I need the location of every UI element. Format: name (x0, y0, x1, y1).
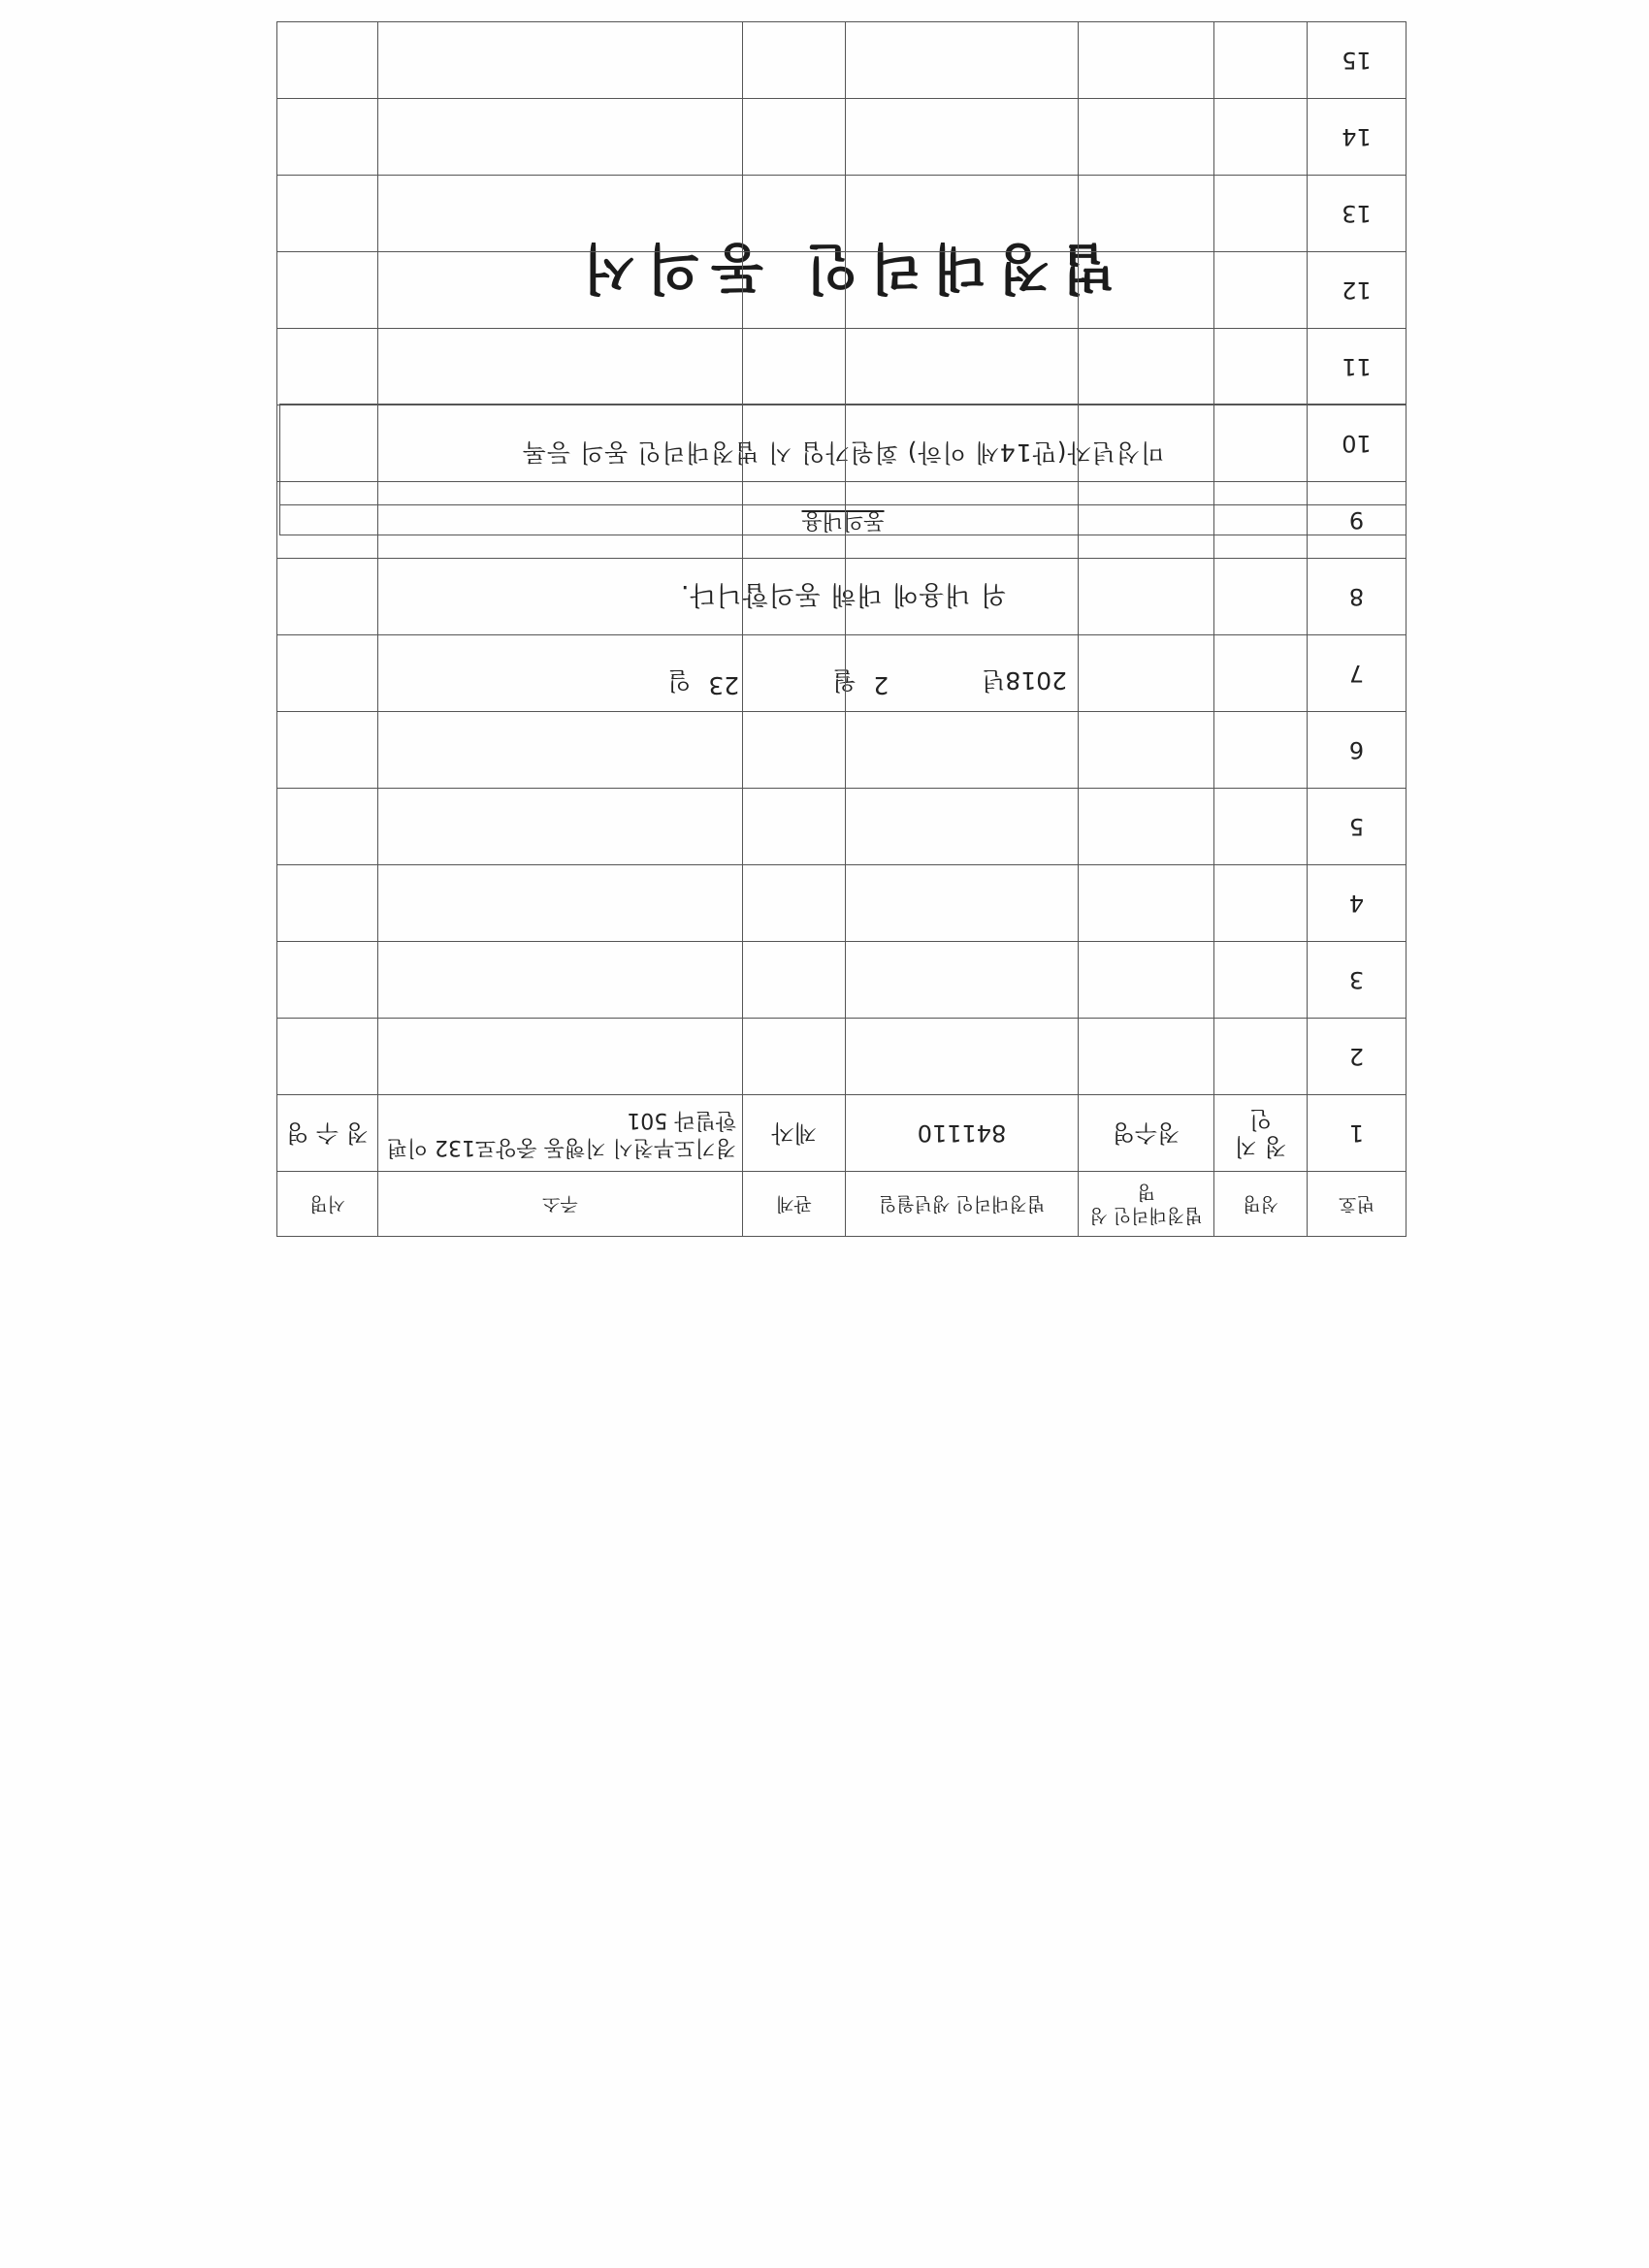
cell-name (1214, 559, 1308, 635)
cell-relation (743, 99, 846, 176)
cell-guardian-name (1079, 482, 1214, 559)
cell-address (378, 712, 743, 789)
cell-name (1214, 942, 1308, 1019)
header-signature: 서명 (277, 1172, 378, 1237)
cell-address (378, 865, 743, 942)
table-row (277, 176, 1406, 252)
table-row (277, 1019, 1406, 1095)
cell-guardian-name (1079, 252, 1214, 329)
cell-address (378, 22, 743, 99)
cell-name (1214, 329, 1308, 405)
cell-guardian-name (1079, 405, 1214, 482)
cell-relation (743, 789, 846, 865)
cell-address (378, 405, 743, 482)
cell-number: 8 (1308, 559, 1406, 635)
cell-relation (743, 1019, 846, 1095)
cell-guardian-name (1079, 712, 1214, 789)
agree-sentence: 위 내용에 대해 동의합니다. (679, 579, 1007, 609)
cell-name (1214, 865, 1308, 942)
cell-relation (743, 712, 846, 789)
header-relation: 관계 (743, 1172, 846, 1237)
cell-relation (743, 252, 846, 329)
header-guardian-name: 법정대리인 성명 (1079, 1172, 1214, 1237)
cell-guardian-birth (846, 99, 1079, 176)
cell-guardian-birth (846, 405, 1079, 482)
cell-name (1214, 1019, 1308, 1095)
cell-address (378, 482, 743, 559)
table-row (277, 252, 1406, 329)
cell-number: 14 (1308, 99, 1406, 176)
cell-number: 1 (1308, 1095, 1406, 1172)
cell-name (1214, 789, 1308, 865)
consent-content: 미성년자(만14세 이하) 회원가입 시 법정대리인 동의 등록 (521, 438, 1165, 467)
cell-number: 4 (1308, 865, 1406, 942)
cell-guardian-name (1079, 942, 1214, 1019)
cell-name (1214, 712, 1308, 789)
cell-signature (277, 789, 378, 865)
cell-guardian-name (1079, 559, 1214, 635)
cell-name (1214, 482, 1308, 559)
cell-guardian-name (1079, 789, 1214, 865)
cell-signature (277, 712, 378, 789)
cell-relation (743, 22, 846, 99)
date-month-unit: 월 (832, 666, 857, 695)
cell-address (378, 99, 743, 176)
cell-signature (277, 22, 378, 99)
cell-name (1214, 22, 1308, 99)
table-row (277, 865, 1406, 942)
cell-guardian-birth (846, 1019, 1079, 1095)
cell-guardian-birth (846, 942, 1079, 1019)
cell-number: 3 (1308, 942, 1406, 1019)
cell-relation (743, 329, 846, 405)
cell-number: 6 (1308, 712, 1406, 789)
cell-signature (277, 559, 378, 635)
cell-relation (743, 176, 846, 252)
cell-relation: 제자 (743, 1095, 846, 1172)
cell-guardian-birth (846, 712, 1079, 789)
cell-address (378, 635, 743, 712)
signer-table-body (277, 22, 1406, 1172)
cell-address (378, 252, 743, 329)
header-guardian-birth: 법정대리인 생년월일 (846, 1172, 1079, 1237)
date-year: 2018년 (982, 666, 1067, 695)
cell-guardian-name (1079, 22, 1214, 99)
cell-guardian-name: 정수영 (1079, 1095, 1214, 1172)
cell-number: 2 (1308, 1019, 1406, 1095)
consent-label: 동의내용 (280, 504, 1406, 535)
cell-name (1214, 405, 1308, 482)
cell-guardian-name (1079, 329, 1214, 405)
cell-number: 5 (1308, 789, 1406, 865)
cell-guardian-birth (846, 176, 1079, 252)
cell-relation (743, 865, 846, 942)
table-row (277, 942, 1406, 1019)
cell-guardian-name (1079, 99, 1214, 176)
table-row (277, 482, 1406, 559)
table-row (277, 1095, 1406, 1172)
header-number: 번호 (1308, 1172, 1406, 1237)
cell-number: 9 (1308, 482, 1406, 559)
cell-number: 12 (1308, 252, 1406, 329)
cell-relation (743, 405, 846, 482)
cell-signature (277, 405, 378, 482)
header-address: 주소 (378, 1172, 743, 1237)
cell-signature (277, 865, 378, 942)
cell-number: 15 (1308, 22, 1406, 99)
date-month: 2 (873, 671, 889, 699)
cell-guardian-birth (846, 482, 1079, 559)
cell-signature (277, 252, 378, 329)
header-name: 성명 (1214, 1172, 1308, 1237)
cell-number: 11 (1308, 329, 1406, 405)
cell-name (1214, 176, 1308, 252)
signer-table (276, 21, 1406, 1237)
cell-guardian-name (1079, 1019, 1214, 1095)
cell-signature: 정 수 영 (277, 1095, 378, 1172)
cell-signature (277, 635, 378, 712)
cell-name (1214, 99, 1308, 176)
cell-guardian-name (1079, 865, 1214, 942)
cell-signature (277, 329, 378, 405)
cell-address (378, 942, 743, 1019)
cell-name: 정 지 인 (1214, 1095, 1308, 1172)
cell-address: 경기도부천시 지행동 중앙로132 이편한빌라 501 (378, 1095, 743, 1172)
cell-address (378, 176, 743, 252)
cell-guardian-name (1079, 635, 1214, 712)
table-header-row (277, 1172, 1406, 1237)
date-day: 23 (708, 671, 740, 699)
cell-guardian-birth: 841110 (846, 1095, 1079, 1172)
cell-signature (277, 176, 378, 252)
cell-address (378, 559, 743, 635)
table-row (277, 329, 1406, 405)
table-row (277, 405, 1406, 482)
cell-signature (277, 942, 378, 1019)
cell-relation (743, 635, 846, 712)
cell-address (378, 789, 743, 865)
document-title: 법정대리인 동의서 (570, 236, 1116, 299)
table-row (277, 712, 1406, 789)
cell-relation (743, 942, 846, 1019)
cell-name (1214, 635, 1308, 712)
cell-signature (277, 1019, 378, 1095)
cell-guardian-birth (846, 22, 1079, 99)
cell-guardian-birth (846, 635, 1079, 712)
cell-guardian-birth (846, 559, 1079, 635)
date-day-unit: 일 (667, 666, 692, 695)
table-row (277, 22, 1406, 99)
cell-guardian-birth (846, 865, 1079, 942)
table-row (277, 635, 1406, 712)
cell-signature (277, 99, 378, 176)
cell-guardian-birth (846, 789, 1079, 865)
cell-address (378, 329, 743, 405)
table-row (277, 559, 1406, 635)
cell-number: 7 (1308, 635, 1406, 712)
cell-guardian-birth (846, 329, 1079, 405)
cell-relation (743, 559, 846, 635)
cell-relation (743, 482, 846, 559)
cell-guardian-birth (846, 252, 1079, 329)
cell-guardian-name (1079, 176, 1214, 252)
cell-address (378, 1019, 743, 1095)
table-row (277, 99, 1406, 176)
cell-number: 10 (1308, 405, 1406, 482)
table-row (277, 789, 1406, 865)
cell-name (1214, 252, 1308, 329)
cell-signature (277, 482, 378, 559)
cell-number: 13 (1308, 176, 1406, 252)
